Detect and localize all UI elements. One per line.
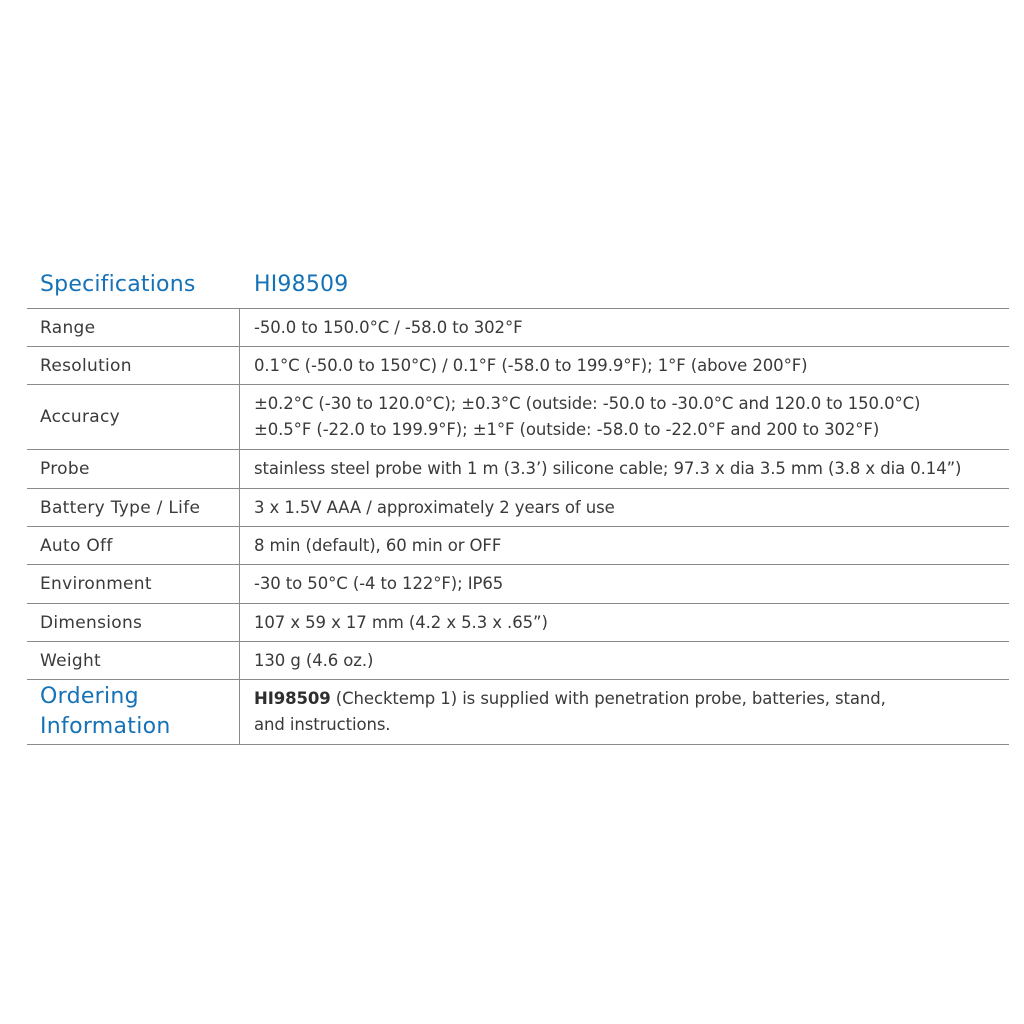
specifications-table: [27, 268, 1009, 745]
ordering-information-row: [27, 680, 1009, 745]
spec-row-probe: [27, 450, 1009, 489]
ordering-description: (Checktemp 1) is supplied with penetration probe, batteries, stand,: [330, 689, 886, 708]
ordering-text-line: [254, 686, 1009, 712]
ordering-information-heading: [27, 680, 240, 744]
table-header: [27, 268, 1009, 309]
ordering-text-line: and instructions.: [254, 715, 391, 734]
spec-row-weight: [27, 642, 1009, 680]
spec-value-line: ±0.5°F (-22.0 to 199.9°F); ±1°F (outside: -58.0 to -22.0°F and 200 to 302°F): [254, 420, 880, 439]
spec-value: [240, 527, 1009, 564]
spec-value-line: 130 g (4.6 oz.): [254, 650, 374, 670]
spec-label: Environment: [27, 565, 240, 603]
spec-value: [240, 309, 1009, 346]
model-heading: HI98509: [254, 272, 349, 297]
spec-label: Weight: [27, 642, 240, 679]
spec-value-line: 0.1°C (-50.0 to 150°C) / 0.1°F (-58.0 to 199.9°F); 1°F (above 200°F): [254, 355, 808, 375]
spec-row-environment: [27, 565, 1009, 604]
spec-value-line: 107 x 59 x 17 mm (4.2 x 5.3 x .65”): [254, 612, 548, 632]
spec-value: [240, 450, 1009, 488]
specifications-heading: Specifications: [40, 272, 196, 297]
spec-value: [240, 385, 1009, 449]
spec-value: [240, 642, 1009, 679]
spec-row-range: [27, 309, 1009, 347]
spec-label: Range: [27, 309, 240, 346]
spec-label: Accuracy: [27, 385, 240, 449]
spec-value-line: -30 to 50°C (-4 to 122°F); IP65: [254, 574, 504, 593]
spec-row-auto-off: [27, 527, 1009, 565]
ordering-model-code: HI98509: [254, 689, 331, 708]
spec-value-line: ±0.2°C (-30 to 120.0°C); ±0.3°C (outside: -50.0 to -30.0°C and 120.0 to 150.0°C): [254, 394, 921, 413]
spec-label: Battery Type / Life: [27, 489, 240, 526]
spec-value-line: 8 min (default), 60 min or OFF: [254, 535, 502, 555]
spec-value-line: stainless steel probe with 1 m (3.3’) silicone cable; 97.3 x dia 3.5 mm (3.8 x dia 0.14”): [254, 459, 962, 478]
spec-value: [240, 489, 1009, 526]
spec-label: Dimensions: [27, 604, 240, 641]
spec-row-dimensions: [27, 604, 1009, 642]
spec-row-accuracy: [27, 385, 1009, 450]
spec-label: Auto Off: [27, 527, 240, 564]
spec-label: Probe: [27, 450, 240, 488]
ordering-text: [240, 680, 1009, 744]
ordering-heading-line1: Ordering: [40, 684, 139, 709]
spec-label: Resolution: [27, 347, 240, 384]
spec-row-battery: [27, 489, 1009, 527]
spec-value-line: 3 x 1.5V AAA / approximately 2 years of use: [254, 497, 615, 517]
spec-value: [240, 347, 1009, 384]
spec-value: [240, 604, 1009, 641]
ordering-heading-line2: Information: [40, 714, 171, 739]
spec-value: [240, 565, 1009, 603]
spec-row-resolution: [27, 347, 1009, 385]
spec-value-line: -50.0 to 150.0°C / -58.0 to 302°F: [254, 317, 523, 337]
